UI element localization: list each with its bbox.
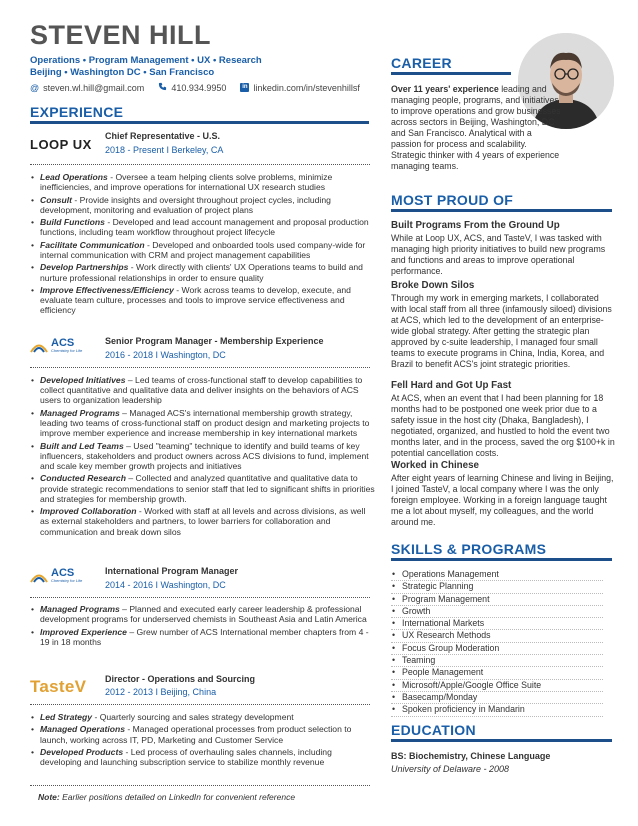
job-tastev-header — [30, 673, 372, 703]
school: University of Delaware - 2008 — [391, 764, 510, 774]
job-acs-senior-bullets — [30, 375, 375, 539]
proud-item-title: Fell Hard and Got Up Fast — [391, 380, 512, 391]
divider — [30, 367, 370, 368]
loopux-logo: LOOP UX — [30, 137, 92, 152]
job-acs-intl-bullets — [30, 604, 375, 649]
proud-item-text: After eight years of learning Chinese and living in Beijing, I joined TasteV, a local company where I was the only foreign employee. Working in a foreign language taught me a lot about myself, my colleagues, and the world around me. — [391, 473, 614, 527]
acs-logo: ACS Chemistry for Life — [30, 568, 82, 583]
list-item: • Spoken proficiency in Mandarin — [391, 704, 603, 716]
at-icon: @ — [30, 82, 40, 93]
list-item: • Led Strategy - Quarterly sourcing and sales strategy development — [30, 712, 375, 722]
divider — [30, 597, 370, 598]
degree: BS: Biochemistry, Chinese Language — [391, 751, 551, 761]
list-item: • People Management — [391, 667, 603, 679]
job-loopux-bullets — [30, 172, 375, 318]
phone-text[interactable]: 410.934.9950 — [171, 82, 227, 93]
list-item: • Facilitate Communication - Developed and onboarded tools used company-wide for internal communication with CRM and project management capabilities — [30, 240, 375, 260]
job-title: International Program Manager — [105, 566, 239, 576]
job-date: 2012 - 2013 I Beijing, China — [105, 687, 217, 697]
job-tastev-bullets — [30, 712, 375, 770]
skills-list — [391, 569, 603, 717]
list-item: • Consult - Provide insights and oversight throughout project cycles, including development, monitoring and evaluation of project plans — [30, 195, 375, 215]
divider — [30, 704, 370, 705]
contact-phone[interactable] — [158, 82, 226, 93]
proud-item-title: Built Programs From the Ground Up — [391, 220, 560, 231]
proud-item-title: Worked in Chinese — [391, 460, 480, 471]
career-rule — [391, 72, 511, 75]
linkedin-text[interactable]: linkedin.com/in/stevenhillsf — [253, 82, 360, 93]
list-item: • Basecamp/Monday — [391, 692, 603, 704]
tagline — [30, 55, 262, 79]
proud-item-text: Through my work in emerging markets, I collaborated with local staff from all three (infamously siloed) divisions at ACS, which led to the development of an enterprise-wide global strategy. After getting the strategic plan approved by c-suite leadership, I managed four small teams to execute programs in China, India, Korea, and Brazil to benefit ACS's joint strategic priorities. — [391, 293, 612, 369]
education-rule — [391, 739, 612, 742]
divider — [30, 164, 370, 165]
proud-item-text: At ACS, when an event that I had been planning for 18 months had to be postponed one week prior due to a safety issue in the host city (Dhaka, Bangladesh), I negotiated, organized, and hustled to hold the event two months later, and in the process, saved the org $100+k in potential cancellation costs. — [391, 393, 615, 458]
job-date: 2014 - 2016 I Washington, DC — [105, 580, 226, 590]
job-title: Chief Representative - U.S. — [105, 131, 221, 141]
proud-rule — [391, 209, 612, 212]
contact-linkedin[interactable] — [240, 83, 360, 93]
list-item: • UX Research Methods — [391, 630, 603, 642]
list-item: • Managed Programs – Managed ACS's international membership growth strategy, leading two teams of cross-functional staff on product design and marketing projects to improve member experience and increase membership in key international markets — [30, 408, 375, 439]
career-heading: CAREER — [391, 55, 452, 71]
list-item: • Teaming — [391, 655, 603, 667]
divider — [30, 785, 370, 786]
skills-heading: SKILLS & PROGRAMS — [391, 541, 547, 557]
experience-rule — [30, 121, 369, 124]
list-item: • Built and Led Teams – Used "teaming" technique to identify and build teams of key influencers, stakeholders and product owners across ACS divisions to fund, implement and scale key member growth projects and initiatives — [30, 441, 375, 472]
job-acs-senior-header — [30, 334, 372, 364]
proud-heading: MOST PROUD OF — [391, 192, 514, 208]
list-item: • Program Management — [391, 594, 603, 606]
email-text[interactable]: steven.wl.hill@gmail.com — [43, 82, 145, 93]
list-item: • Developed Initiatives – Led teams of cross-functional staff to develop capabilities to collect quantitative and qualitative data and deliver insights on the behaviors of ACS users to organization leadership — [30, 375, 375, 406]
list-item: • Microsoft/Apple/Google Office Suite — [391, 680, 603, 692]
list-item: • Build Functions - Developed and lead account management and proposal production functions, including team workflow throughout project lifecycle — [30, 217, 375, 237]
list-item: • Operations Management — [391, 569, 603, 581]
list-item: • Lead Operations - Oversee a team helping clients solve problems, minimize inefficiencies, and improve operations for international UX research studies — [30, 172, 375, 192]
list-item: • Improve Effectiveness/Efficiency - Work across teams to develop, execute, and evaluate team culture, processes and tools to improve service effectiveness and efficiency — [30, 285, 375, 316]
list-item: • Improved Collaboration - Worked with staff at all levels and across divisions, as well as external stakeholders and partners, to lower barriers for collaboration and communication and break down silos — [30, 506, 375, 537]
list-item: • Focus Group Moderation — [391, 643, 603, 655]
list-item: • International Markets — [391, 618, 603, 630]
list-item: • Managed Operations - Managed operational processes from product selection to launch, working across IT, PD, Marketing and Customer Service — [30, 724, 375, 744]
list-item: • Develop Partnerships - Work directly with clients' UX Operations teams to build and nurture professional relationships in order to ensure quality — [30, 262, 375, 282]
contact-email[interactable] — [30, 83, 144, 93]
job-acs-intl-header — [30, 564, 372, 594]
tastev-logo: TasteV — [30, 677, 87, 696]
acs-logo: ACS Chemistry for Life — [30, 338, 82, 353]
tagline-locations: Beijing • Washington DC • San Francisco — [30, 67, 215, 78]
education-heading: EDUCATION — [391, 722, 476, 738]
job-title: Senior Program Manager - Membership Experience — [105, 336, 324, 346]
contact-row — [30, 82, 360, 93]
career-summary: Over 11 years' experience leading and managing people, programs, and initiatives to improve operations and grow businesses across sectors in Beijing, Washington, DC and San Francisco. Analytical with a passion for process and scalability. Strategic thinker with 4 years of experience managing teams. — [391, 84, 561, 171]
experience-heading: EXPERIENCE — [30, 104, 124, 120]
list-item: • Strategic Planning — [391, 581, 603, 593]
tagline-roles: Operations • Program Management • UX • Research — [30, 55, 262, 66]
job-loopux-header — [30, 129, 372, 161]
list-item: • Growth — [391, 606, 603, 618]
job-date: 2018 - Present I Berkeley, CA — [105, 145, 224, 155]
list-item: • Conducted Research – Collected and analyzed quantitative and qualitative data to provide strategic recommendations to senior staff that led to significant shifts in priorities and strategies for membership growth. — [30, 473, 375, 504]
proud-item-title: Broke Down Silos — [391, 280, 475, 291]
job-title: Director - Operations and Sourcing — [105, 674, 256, 684]
list-item: • Managed Programs – Planned and executed early career leadership & professional development programs for underserved chemists in Southeast Asia and Latin America — [30, 604, 375, 624]
proud-item-text: While at Loop UX, ACS, and TasteV, I was tasked with managing high priority initiatives to build new programs and functions and areas to improve operational performance. — [391, 233, 606, 276]
linkedin-icon: in — [242, 84, 248, 90]
job-date: 2016 - 2018 I Washington, DC — [105, 350, 226, 360]
list-item: • Developed Products - Led process of overhauling sales channels, including developing and launching subscription service to stabilize monthly revenue — [30, 747, 375, 767]
list-item: • Improved Experience – Grew number of ACS International member chapters from 4 - 19 in 18 months — [30, 627, 375, 647]
acs-mark-icon — [30, 339, 48, 353]
skills-rule — [391, 558, 612, 561]
footnote: Note: Earlier positions detailed on LinkedIn for convenient reference — [38, 792, 296, 802]
acs-mark-icon — [30, 569, 48, 583]
phone-icon — [158, 82, 167, 93]
candidate-name: STEVEN HILL — [30, 20, 212, 50]
